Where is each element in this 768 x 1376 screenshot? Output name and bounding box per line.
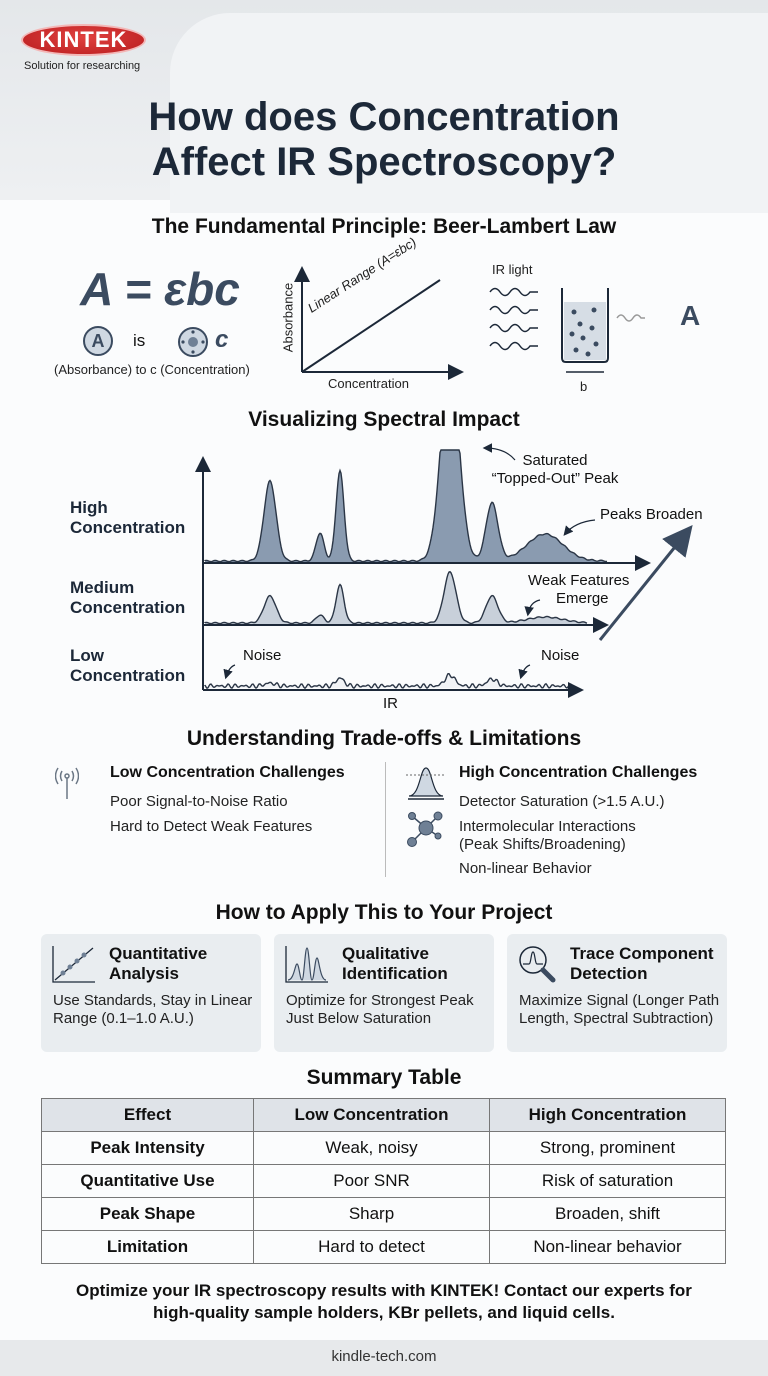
kintek-logo[interactable]: KINTEK [21,24,146,56]
low-challenges-title: Low Concentration Challenges [110,764,345,781]
table-cell: Non-linear behavior [490,1231,726,1264]
summary-table [41,1098,726,1264]
ir-axis-label: IR [383,695,398,712]
table-cell: Risk of saturation [490,1165,726,1198]
card-description: Maximize Signal (Longer Path Length, Spectral Subtraction) [519,992,720,1027]
table-cell: Broaden, shift [490,1198,726,1231]
low-challenge-item: Hard to Detect Weak Features [110,818,313,835]
path-length-label: b [580,379,588,394]
linear-range-label: Linear Range (A=εbc) [305,234,419,316]
card-description: Optimize for Strongest Peak Just Below Saturation [286,992,474,1027]
tagline: Solution for researching [24,60,141,72]
column-header: High Concentration [490,1099,726,1132]
table-cell: Limitation [42,1231,254,1264]
c-symbol: c [215,326,229,353]
saturated-peak-icon [406,766,446,802]
weak-annotation-1: Weak Features [528,572,630,589]
is-text: is [133,331,146,350]
spectrum-peaks-icon [284,944,330,984]
equation-caption: (Absorbance) to c (Concentration) [54,362,250,377]
spectral-heading: Visualizing Spectral Impact [248,408,520,431]
card-title-2: Analysis [109,964,179,983]
medium-label-2: Concentration [70,598,186,617]
high-challenge-item: Detector Saturation (>1.5 A.U.) [459,793,665,810]
table-cell: Weak, noisy [254,1132,490,1165]
noise-left-annotation: Noise [243,647,282,664]
saturated-annotation-2: “Topped-Out” Peak [491,470,619,487]
page-title-line1: How does Concentration [148,95,620,139]
output-absorbance: A [680,300,701,331]
absorbance-axis-label: Absorbance [280,282,296,353]
card-title-1: Trace Component [570,944,714,963]
column-header: Effect [42,1099,254,1132]
table-row [42,1198,726,1231]
broaden-annotation: Peaks Broaden [600,506,703,523]
high-challenge-item: Intermolecular Interactions [459,818,636,835]
low-challenge-item: Poor Signal-to-Noise Ratio [110,793,288,810]
high-label-1: High [70,498,108,517]
apply-heading: How to Apply This to Your Project [215,901,553,924]
column-header: Low Concentration [254,1099,490,1132]
tradeoffs-heading: Understanding Trade-offs & Limitations [186,727,582,750]
card-title-1: Quantitative [109,944,208,963]
card-description: Use Standards, Stay in Linear Range (0.1–1.0 A.U.) [53,992,253,1027]
low-label-2: Concentration [70,666,186,685]
beer-lambert-heading: The Fundamental Principle: Beer-Lambert Law [151,215,617,238]
cta-line-2: high-quality sample holders, KBr pellets, and liquid cells. [153,1303,615,1322]
ir-light-label: IR light [492,262,533,277]
high-challenge-item: Non-linear Behavior [459,860,592,877]
card-qualitative-identification [274,934,494,1052]
calibration-curve-icon [51,944,97,984]
noise-right-annotation: Noise [541,647,580,664]
card-trace-component-detection [507,934,727,1052]
table-row [42,1165,726,1198]
table-cell: Peak Shape [42,1198,254,1231]
card-title-2: Identification [342,964,448,983]
card-quantitative-analysis [41,934,261,1052]
signal-antenna-icon [55,766,79,800]
equation: A = εbc [80,263,240,315]
magnifier-peak-icon [517,944,563,984]
summary-heading: Summary Table [306,1066,462,1089]
table-cell: Sharp [254,1198,490,1231]
absorbance-circle: A [83,326,113,356]
high-challenge-item: (Peak Shifts/Broadening) [459,836,626,853]
page-title-line2: Affect IR Spectroscopy? [151,140,617,184]
column-divider [385,762,386,877]
high-challenges-title: High Concentration Challenges [459,764,698,781]
saturated-annotation-1: Saturated [522,452,588,469]
table-cell: Poor SNR [254,1165,490,1198]
table-cell: Strong, prominent [490,1132,726,1165]
molecule-circle-icon [177,326,209,358]
table-cell: Hard to detect [254,1231,490,1264]
cta-line-1: Optimize your IR spectroscopy results with KINTEK! Contact our experts for [76,1281,692,1300]
medium-label-1: Medium [70,578,135,597]
high-label-2: Concentration [70,518,186,537]
table-cell: Peak Intensity [42,1132,254,1165]
table-cell: Quantitative Use [42,1165,254,1198]
card-title-2: Detection [570,964,648,983]
table-row [42,1231,726,1264]
footer-url[interactable]: kindle-tech.com [0,1340,768,1376]
table-header-row [42,1099,726,1132]
linear-range-graph [290,260,470,380]
concentration-axis-label: Concentration [328,376,409,391]
low-label-1: Low [70,646,104,665]
card-title-1: Qualitative [342,944,429,963]
weak-annotation-2: Emerge [556,590,609,607]
molecule-interaction-icon [406,810,446,850]
table-row [42,1132,726,1165]
